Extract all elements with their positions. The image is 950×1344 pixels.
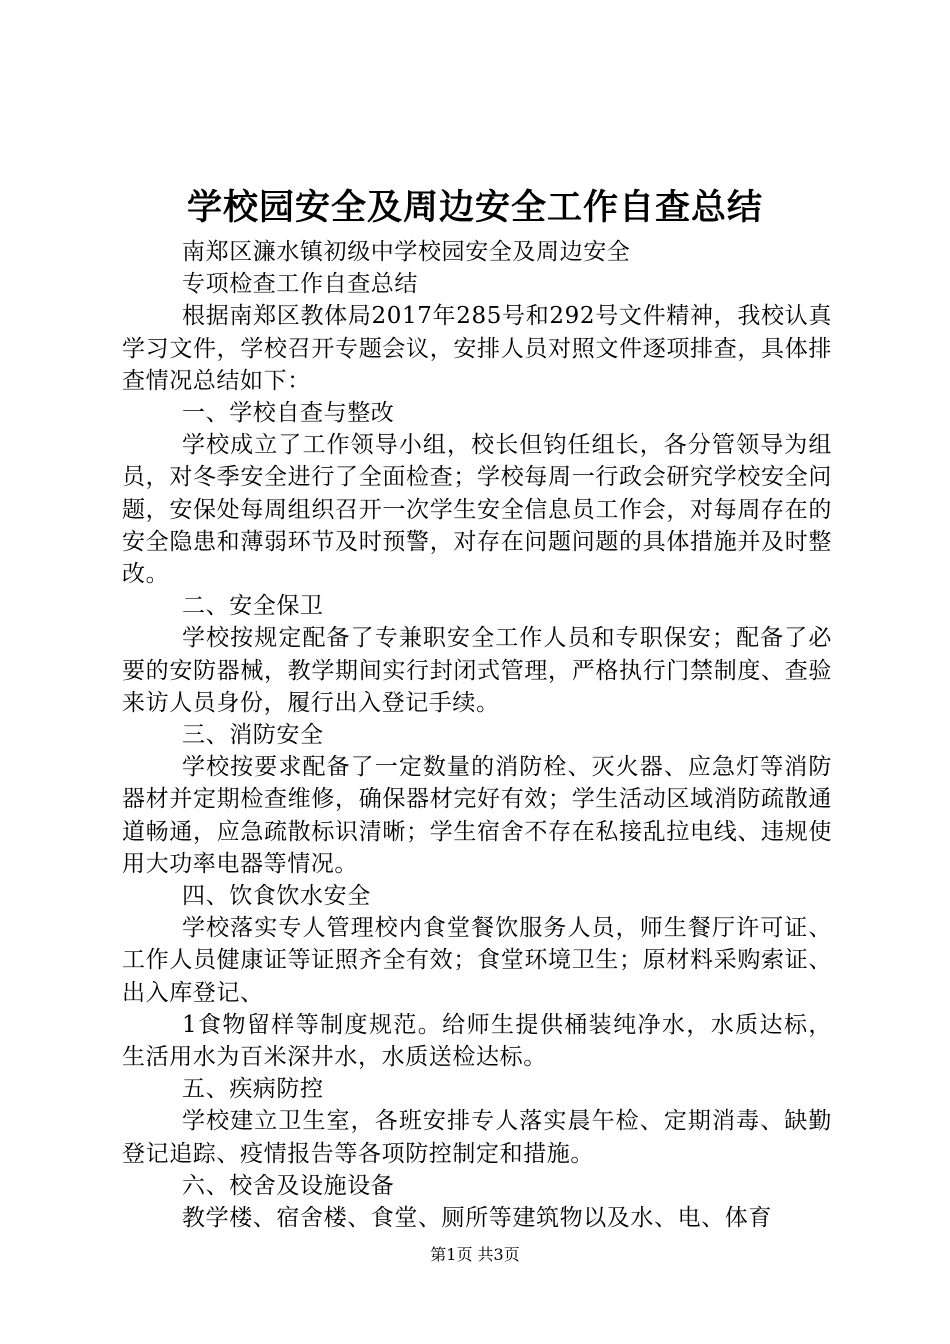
section-heading-4: 四、饮食饮水安全	[182, 883, 371, 910]
section-paragraph-4-continued: 1食物留样等制度规范。给师生提供桶装纯净水，水质达标，生活用水为百米深井水，水质送检达标。	[122, 1011, 832, 1071]
section-heading-3: 三、消防安全	[182, 722, 324, 749]
section-paragraph-1: 学校成立了工作领导小组，校长但钧任组长，各分管领导为组员，对冬季安全进行了全面检查；学校每周一行政会研究学校安全问题，安保处每周组织召开一次学生安全信息员工作会，对每周存在的安全隐患和薄弱环节及时预警，对存在问题问题的具体措施并及时整改。	[122, 432, 832, 588]
section-paragraph-4: 学校落实专人管理校内食堂餐饮服务人员，师生餐厅许可证、工作人员健康证等证照齐全有效；食堂环境卫生；原材料采购索证、出入库登记、	[122, 915, 832, 1006]
section-heading-2: 二、安全保卫	[182, 593, 324, 620]
document-title: 学校园安全及周边安全工作自查总结	[186, 187, 763, 228]
section-heading-5: 五、疾病防控	[182, 1076, 324, 1103]
subtitle-line-2: 专项检查工作自查总结	[182, 271, 418, 298]
intro-paragraph: 根据南郑区教体局2017年285号和292号文件精神，我校认真学习文件，学校召开专题会议，安排人员对照文件逐项排查，具体排查情况总结如下：	[122, 303, 832, 394]
document-body	[122, 236, 832, 1234]
section-paragraph-3: 学校按要求配备了一定数量的消防栓、灭火器、应急灯等消防器材并定期检查维修，确保器材完好有效；学生活动区域消防疏散通道畅通，应急疏散标识清晰；学生宿舍不存在私接乱拉电线、违规使用大功率电器等情况。	[122, 754, 832, 877]
page-number-footer: 第1页 共3页	[430, 1245, 520, 1264]
section-heading-1: 一、学校自查与整改	[182, 400, 395, 427]
section-paragraph-6: 教学楼、宿舍楼、食堂、厕所等建筑物以及水、电、体育	[182, 1205, 772, 1232]
section-paragraph-5: 学校建立卫生室，各班安排专人落实晨午检、定期消毒、缺勤登记追踪、疫情报告等各项防控制定和措施。	[122, 1108, 832, 1167]
section-paragraph-2: 学校按规定配备了专兼职安全工作人员和专职保安；配备了必要的安防器械，教学期间实行封闭式管理，严格执行门禁制度、查验来访人员身份，履行出入登记手续。	[122, 625, 832, 716]
subtitle-line-1: 南郑区濂水镇初级中学校园安全及周边安全	[182, 239, 631, 265]
section-heading-6: 六、校舍及设施设备	[182, 1172, 395, 1199]
